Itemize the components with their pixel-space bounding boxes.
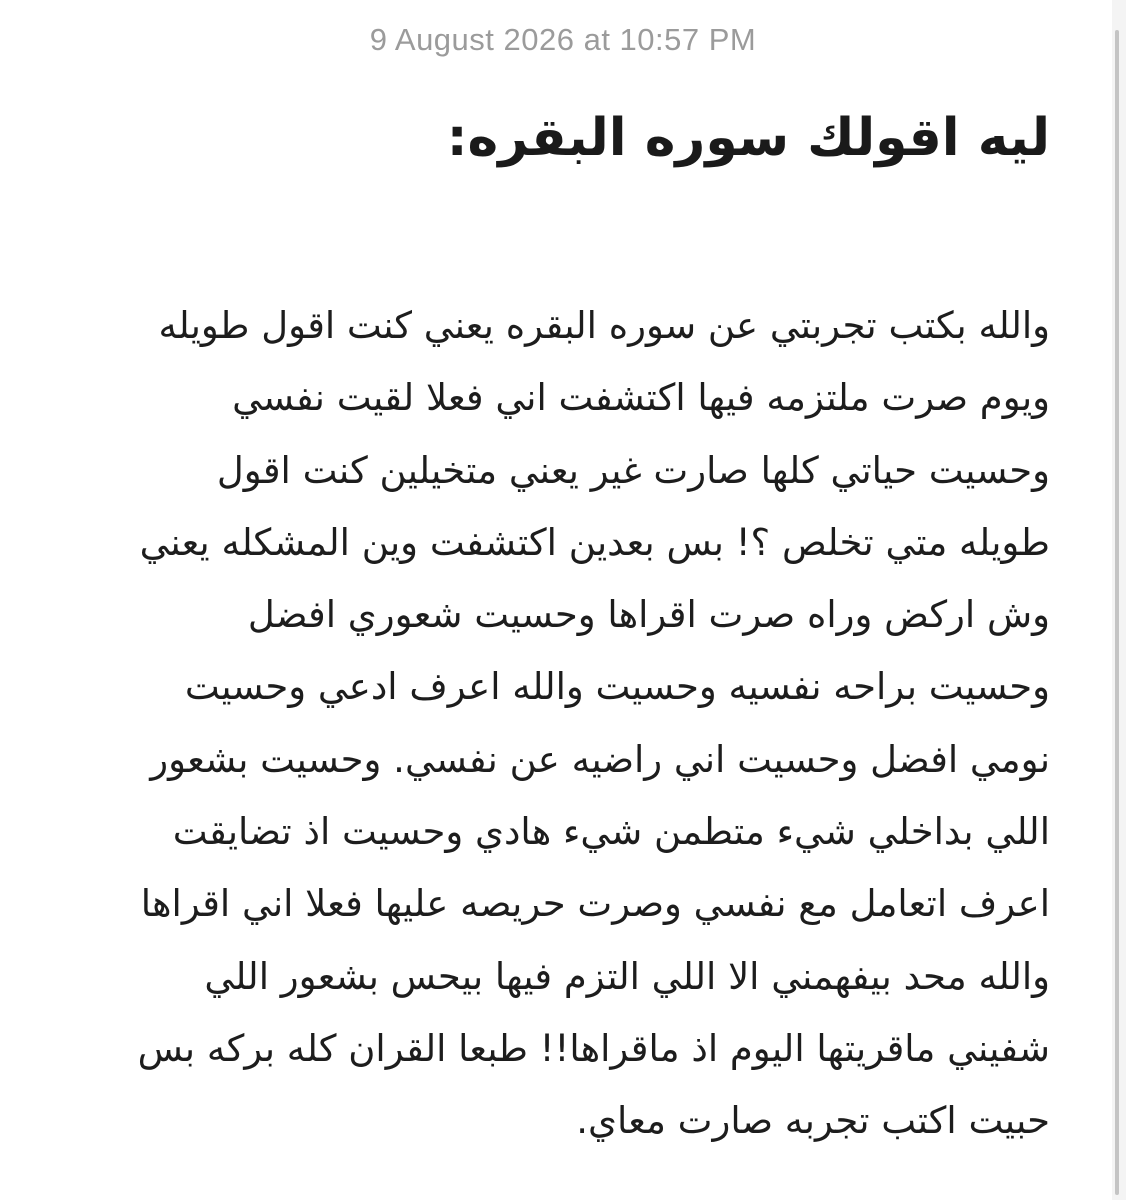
note-line: حبيت اكتب تجربه صارت معاي. [576, 1099, 1050, 1143]
note-line: وحسيت حياتي كلها صارت غير يعني متخيلين كنت اقول [216, 448, 1050, 492]
note-line: اعرف اتعامل مع نفسي وصرت حريصه عليها فعلا اني اقراها [140, 882, 1050, 926]
note-line: نومي افضل وحسيت اني راضيه عن نفسي. وحسيت بشعور [150, 737, 1050, 781]
note-line: اللي بداخلي شيء متطمن شيء هادي وحسيت اذ تضايقت [172, 810, 1050, 854]
scrollbar-thumb[interactable] [1115, 30, 1119, 1195]
note-timestamp: 9 August 2026 at 10:57 PM [369, 22, 757, 57]
note-line: والله بكتب تجربتي عن سوره البقره يعني كنت اقول طويله [158, 304, 1050, 347]
note-line: طويله متي تخلص ؟! بس بعدين اكتشفت وين المشكله يعني [139, 520, 1050, 564]
note-line: وحسيت براحه نفسيه وحسيت والله اعرف ادعي وحسيت [184, 665, 1050, 709]
note-line: وش اركض وراه صرت اقراها وحسيت شعوري افضل [247, 593, 1050, 637]
note-line: شفيني ماقريتها اليوم اذ ماقراها!! طبعا القران كله بركه بس [137, 1026, 1050, 1070]
note-line: والله محد بيفهمني الا اللي التزم فيها بيحس بشعور اللي [204, 954, 1050, 998]
note-line: ويوم صرت ملتزمه فيها اكتشفت اني فعلا لقيت نفسي [232, 376, 1050, 420]
note-body[interactable] [50, 290, 1050, 1158]
note-title: ليه اقولك سوره البقره: [446, 108, 1050, 168]
